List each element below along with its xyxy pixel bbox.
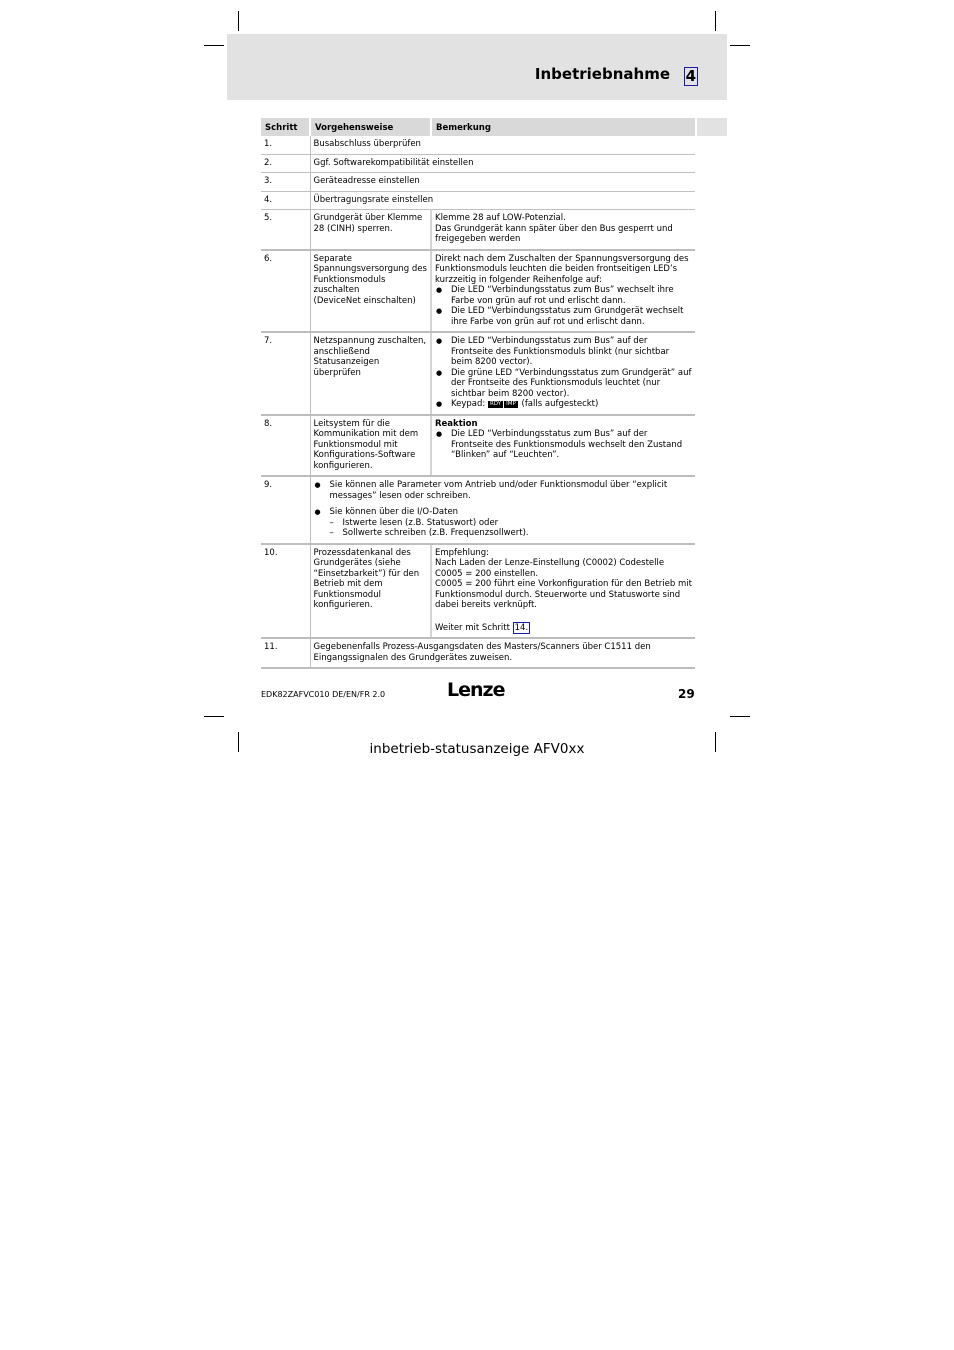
bullet-item-keypad [435, 399, 692, 410]
remark-intro: Direkt nach dem Zuschalten der Spannungsversorgung des Funktionsmoduls leuchten die beiden frontseitigen LED’s kurzzeitig in folgender Reihenfolge auf: [435, 253, 689, 285]
table-row [261, 136, 695, 154]
step-action [310, 476, 695, 544]
bullet-item: ● Die LED “Verbindungsstatus zum Grundgerät wechselt ihre Farbe von grün auf rot und erlischt dann. [435, 306, 692, 327]
step-number: 2. [261, 154, 310, 173]
table-row [261, 476, 695, 544]
chapter-title: Inbetriebnahme [534, 65, 670, 83]
step-number: 4. [261, 191, 310, 210]
action-text: Separate Spannungsversorgung des Funktionsmoduls zuschalten [313, 253, 427, 295]
step-number: 11. [261, 638, 310, 668]
step-action: Leitsystem für die Kommunikation mit dem Funktionsmodul mit Konfigurations-Software konfigurieren. [310, 415, 431, 477]
step-remark [431, 332, 695, 415]
crop-mark [204, 45, 224, 46]
step-action: Grundgerät über Klemme 28 (CINH) sperren. [310, 210, 431, 250]
step-action: Gegebenenfalls Prozess-Ausgangsdaten des Masters/Scanners über C1511 den Eingangssignalen des Grundgerätes zuweisen. [310, 638, 695, 668]
step-number: 9. [261, 476, 310, 544]
page-number: 29 [678, 687, 695, 701]
remark-line: Das Grundgerät kann später über den Bus gesperrt und freigegeben werden [435, 223, 673, 244]
crop-mark [715, 11, 716, 31]
step-remark [431, 210, 695, 250]
crop-mark [238, 11, 239, 31]
table-row [261, 154, 695, 173]
image-caption: inbetrieb-statusanzeige AFV0xx [369, 741, 585, 757]
action-note: (DeviceNet einschalten) [313, 295, 416, 306]
chapter-header [227, 34, 727, 100]
steps-table [261, 118, 695, 669]
bullet-item: ● Sie können über die I/O-Daten [314, 507, 693, 518]
bullet-item: ● Die LED “Verbindungsstatus zum Bus” auf der Frontseite des Funktionsmoduls blinkt (nur sichtbar beim 8200 vector). [435, 336, 692, 368]
dash-item: – Sollwerte schreiben (z.B. Frequenzsollwert). [314, 528, 693, 539]
step-number: 3. [261, 173, 310, 192]
remark-line: Klemme 28 auf LOW-Potenzial. [435, 213, 566, 223]
step-number: 8. [261, 415, 310, 477]
step-number: 6. [261, 250, 310, 333]
bullet-item: ● Die grüne LED “Verbindungsstatus zum Grundgerät” auf der Frontseite des Funktionsmoduls leuchtet (nur sichtbar beim 8200 vector). [435, 368, 692, 400]
step-remark [431, 544, 695, 639]
remark-line: Empfehlung: [435, 547, 490, 558]
step-number: 7. [261, 332, 310, 415]
table-row [261, 173, 695, 192]
table-row [261, 210, 695, 250]
remark-line: Nach Laden der Lenze-Einstellung (C0002) Codestelle C0005 = 200 einstellen. [435, 558, 665, 579]
table-row [261, 332, 695, 415]
table-row [261, 415, 695, 477]
crop-mark [730, 716, 750, 717]
step-action: Geräteadresse einstellen [310, 173, 695, 192]
keypad-suffix: (falls aufgesteckt) [521, 399, 599, 409]
next-step-link[interactable]: 14. [514, 622, 529, 633]
step-remark [431, 250, 695, 333]
spacer [435, 611, 692, 623]
bullet-item: ● Die LED “Verbindungsstatus zum Bus” auf der Frontseite des Funktionsmoduls wechselt den Zustand “Blinken” auf “Leuchten”. [435, 429, 692, 461]
table-row [261, 250, 695, 333]
step-action [310, 250, 431, 333]
dash-item: – Istwerte lesen (z.B. Statuswort) oder [314, 518, 693, 529]
table-row [261, 638, 695, 668]
step-action: Übertragungsrate einstellen [310, 191, 695, 210]
next-step-label: Weiter mit Schritt [435, 622, 510, 633]
table-row [261, 544, 695, 639]
margin-tab [697, 118, 727, 136]
table-header-row [261, 118, 695, 136]
keypad-imp-indicator: IMP [506, 401, 516, 407]
bullet-item: ● Die LED “Verbindungsstatus zum Bus” wechselt ihre Farbe von grün auf rot und erlischt dann. [435, 285, 692, 306]
keypad-label: Keypad: [451, 399, 486, 409]
keypad-rdy-indicator: RDY [489, 401, 502, 407]
chapter-number-link[interactable]: 4 [685, 67, 696, 85]
column-header-step: Schritt [261, 118, 310, 136]
lenze-logo: Lenze [447, 679, 505, 701]
document-code: EDK82ZAFVC010 DE/EN/FR 2.0 [261, 690, 386, 699]
step-number: 10. [261, 544, 310, 639]
table-row [261, 191, 695, 210]
remark-label: Reaktion [435, 418, 478, 429]
crop-mark [730, 45, 750, 46]
crop-mark [204, 716, 224, 717]
column-header-action: Vorgehensweise [310, 118, 431, 136]
bullet-item: ● Sie können alle Parameter vom Antrieb und/oder Funktionsmodul über “explicit messages” lesen oder schreiben. [314, 480, 693, 501]
step-action: Busabschluss überprüfen [310, 136, 695, 154]
step-remark [431, 415, 695, 477]
next-step-line [435, 623, 692, 634]
column-header-remark: Bemerkung [431, 118, 695, 136]
remark-line: C0005 = 200 führt eine Vorkonfiguration für den Betrieb mit Funktionsmodul durch. Steuerworte und Statusworte sind dabei bereits verknüpft. [435, 579, 692, 610]
step-number: 1. [261, 136, 310, 154]
step-action: Netzspannung zuschalten, anschließend Statusanzeigen überprüfen [310, 332, 431, 415]
step-action: Ggf. Softwarekompatibilität einstellen [310, 154, 695, 173]
step-number: 5. [261, 210, 310, 250]
step-action: Prozessdatenkanal des Grundgerätes (siehe “Einsetzbarkeit”) für den Betrieb mit dem Funktionsmodul konfigurieren. [310, 544, 431, 639]
